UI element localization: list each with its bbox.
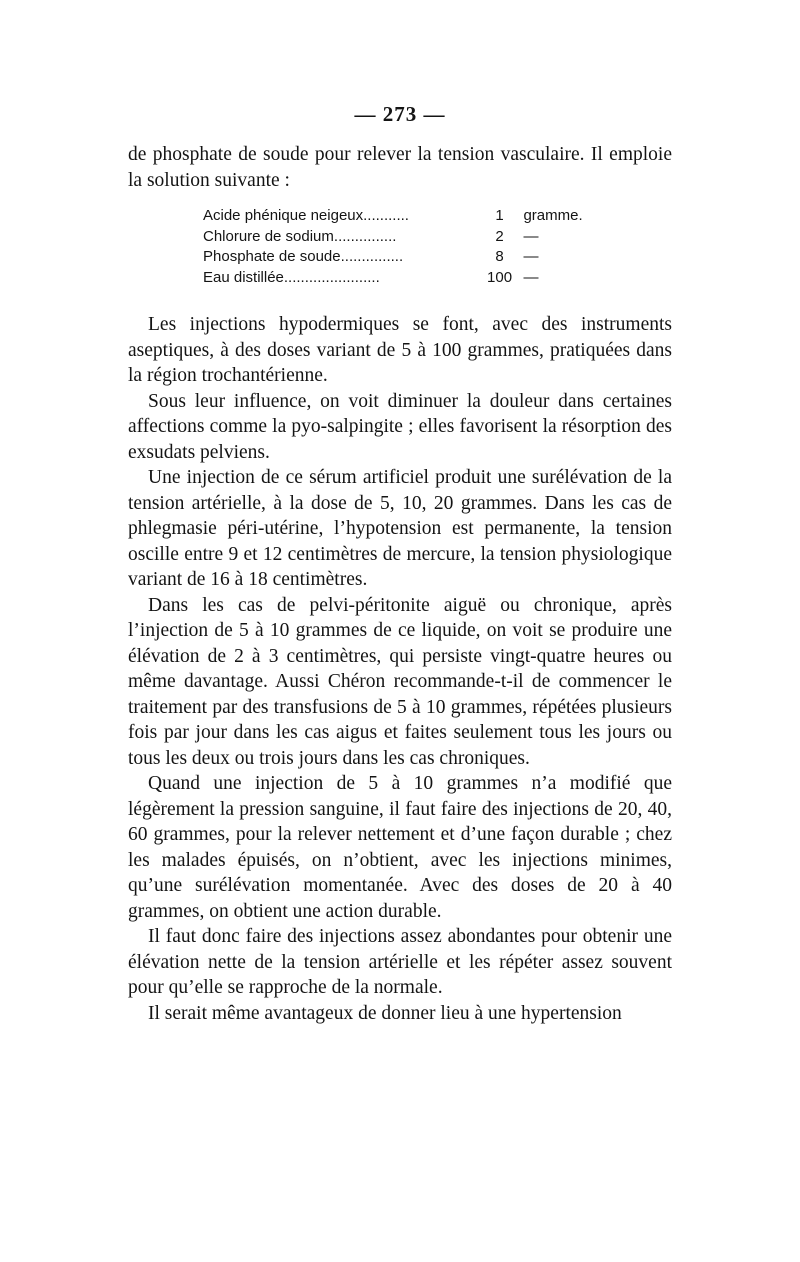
formula-quantity: 100 [487,268,513,286]
formula-row [203,268,613,289]
formula-quantity: 1 [495,207,504,224]
page-number: — 273 — [354,102,446,126]
paragraph: Il serait même avantageux de donner lieu à une hypertension [148,1002,622,1024]
paragraph: Sous leur influence, on voit diminuer la douleur dans certaines affections comme la pyo-salpingite ; elles favorisent la résorption des exsudats pelviens. [128,390,672,463]
formula-unit: — [523,268,539,286]
formula-ingredient: Eau distillée....................... [203,268,380,286]
formula-ingredient: Chlorure de sodium............... [203,227,397,245]
paragraph: Quand une injection de 5 à 10 grammes n’a modifié que légèrement la pression sanguine, il faut faire des injections de 20, 40, 60 grammes, pour la relever nettement et d’une façon durable ; chez les malades épuisés, on n’obtient, avec les injections minimes, qu’une surélévation momentanée. Avec des doses de 20 à 40 grammes, on obtient une action durable. [128,773,672,922]
formula-ingredient: Acide phénique neigeux........... [203,207,409,224]
formula-table [203,206,613,288]
body-text-block [128,312,672,1026]
formula-ingredient: Phosphate de soude............... [203,248,404,265]
paragraph: Une injection de ce sérum artificiel produit une surélévation de la tension artérielle, à la dose de 5, 10, 20 grammes. Dans les cas de phlegmasie péri-utérine, l’hypotension est permanente, la tension oscille entre 9 et 12 centimètres de mercure, la tension physiologique variant de 16 à 18 centimètres. [128,467,672,590]
formula-row [203,206,613,227]
paragraph: Les injections hypodermiques se font, avec des instruments aseptiques, à des doses variant de 5 à 100 grammes, pratiquées dans la région trochantérienne. [128,314,672,386]
formula-quantity: 2 [495,227,504,245]
intro-paragraph: de phosphate de soude pour relever la tension vasculaire. Il emploie la solution suivante : [128,144,672,191]
intro-text-block [128,142,672,193]
formula-row [203,227,613,248]
paragraph: Il faut donc faire des injections assez abondantes pour obtenir une élévation nette de la tension artérielle et les répéter assez souvent pour qu’elle se rapproche de la normale. [128,926,672,998]
formula-row [203,247,613,268]
formula-unit: gramme. [523,207,583,224]
formula-unit: — [523,227,539,245]
formula-unit: — [523,248,539,265]
formula-quantity: 8 [495,248,504,265]
paragraph: Dans les cas de pelvi-péritonite aiguë ou chronique, après l’injection de 5 à 10 grammes de ce liquide, on voit se produire une élévation de 2 à 3 centimètres, qui persiste vingt-quatre heures ou même davantage. Aussi Chéron recommande-t-il de commencer le traitement par des transfusions de 5 à 10 grammes, répétées plusieurs fois par jour dans les cas aigus et faites seulement tous les jours ou tous les deux ou trois jours dans les cas chroniques. [128,594,672,769]
